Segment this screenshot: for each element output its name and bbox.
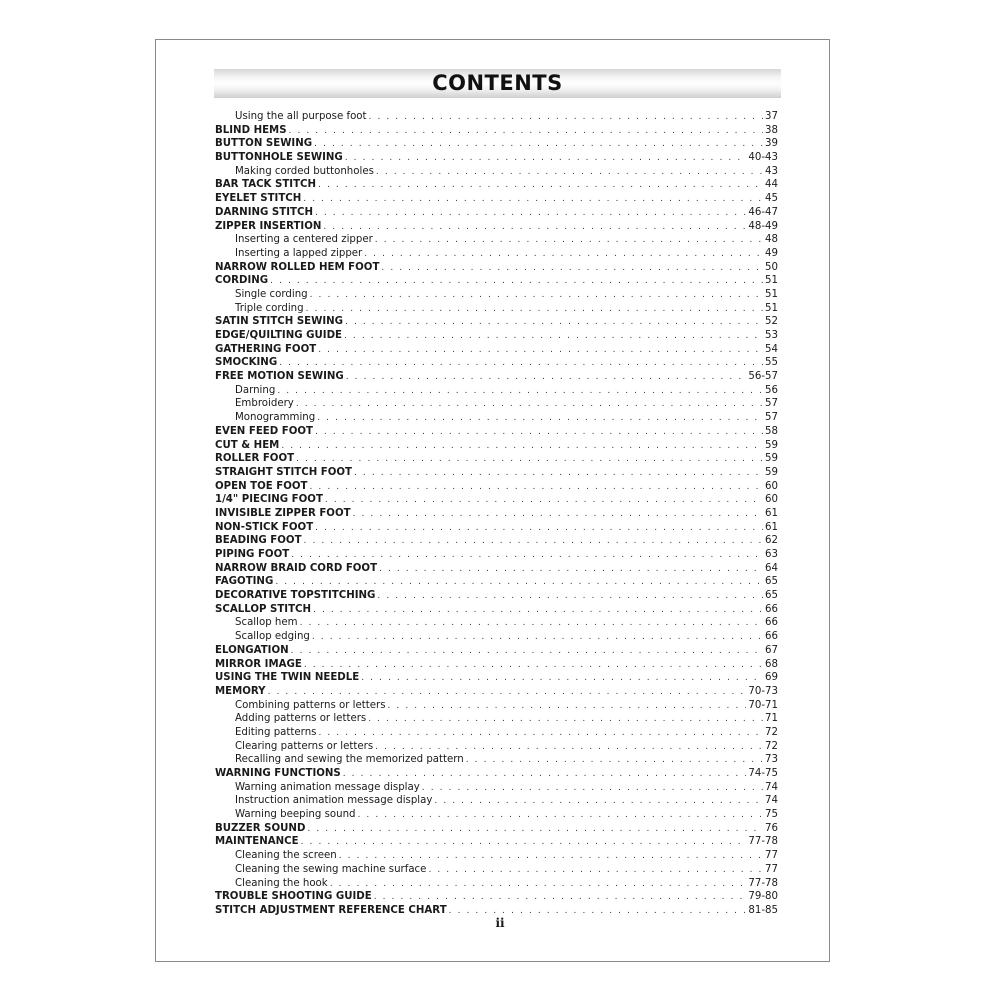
toc-entry (215, 548, 778, 562)
dot-leader (379, 563, 763, 576)
dot-leader (339, 850, 763, 863)
toc-entry-page: 37 (765, 111, 778, 122)
dot-leader (375, 234, 763, 247)
toc-entry-page: 59 (765, 453, 778, 465)
toc-entry-page: 49 (765, 247, 778, 259)
toc-entry-page: 77 (765, 863, 778, 875)
dot-leader (312, 631, 763, 644)
dot-leader (315, 522, 763, 535)
toc-entry (215, 466, 778, 480)
toc-entry-title: DARNING STITCH (215, 206, 313, 218)
toc-entry-page: 66 (765, 617, 778, 629)
toc-entry-page: 38 (765, 124, 778, 136)
toc-entry (215, 644, 778, 658)
toc-entry-page: 74-75 (748, 768, 778, 779)
toc-entry-title: Scallop edging (235, 631, 310, 643)
toc-entry-title: EDGE/QUILTING GUIDE (215, 330, 342, 341)
toc-entry-page: 77-78 (748, 877, 778, 889)
dot-leader (374, 891, 747, 904)
toc-entry-page: 76 (765, 822, 778, 834)
dot-leader (346, 371, 747, 384)
toc-entry-page: 60 (765, 494, 778, 506)
toc-entry-title: INVISIBLE ZIPPER FOOT (215, 507, 351, 519)
toc-entry-page: 65 (765, 576, 778, 588)
toc-entry-title: SCALLOP STITCH (215, 603, 312, 615)
toc-entry (215, 890, 778, 904)
dot-leader (323, 221, 746, 234)
toc-subentry (215, 781, 778, 795)
toc-entry-title: FAGOTING (215, 576, 274, 588)
dot-leader (317, 412, 763, 425)
toc-entry-page: 81-85 (748, 904, 778, 916)
toc-subentry (215, 302, 778, 316)
dot-leader (291, 549, 763, 562)
toc-entry (215, 480, 778, 494)
toc-entry (215, 534, 778, 548)
toc-entry (215, 206, 778, 220)
toc-entry-page: 55 (765, 357, 778, 369)
toc-entry (215, 151, 778, 165)
dot-leader (381, 262, 763, 275)
toc-entry-title: ROLLER FOOT (215, 453, 295, 465)
toc-entry-title: CUT & HEM (215, 439, 280, 451)
toc-entry-title: NARROW ROLLED HEM FOOT (215, 261, 380, 273)
dot-leader (375, 741, 763, 754)
toc-entry-page: 54 (765, 343, 778, 355)
dot-leader (388, 700, 747, 713)
dot-leader (310, 481, 764, 494)
toc-entry (215, 562, 778, 576)
dot-leader (313, 604, 763, 617)
toc-entry (215, 425, 778, 439)
dot-leader (361, 672, 763, 685)
dot-leader (318, 179, 763, 192)
dot-leader (318, 344, 763, 357)
toc-entry-page: 73 (765, 754, 778, 766)
toc-entry-title: STRAIGHT STITCH FOOT (215, 466, 352, 478)
toc-entry-title: BUZZER SOUND (215, 822, 306, 834)
dot-leader (353, 508, 763, 521)
toc-subentry (215, 411, 778, 425)
toc-entry-title: Single cording (235, 288, 308, 300)
dot-leader (270, 275, 763, 288)
toc-entry-page: 62 (765, 535, 778, 547)
toc-entry-page: 40-43 (748, 152, 778, 164)
toc-entry-title: Cleaning the sewing machine surface (235, 863, 427, 875)
toc-entry (215, 822, 778, 836)
toc-subentry (215, 247, 778, 261)
page-title: CONTENTS (432, 71, 563, 95)
toc-entry (215, 452, 778, 466)
toc-entry (215, 356, 778, 370)
toc-entry-title: MAINTENANCE (215, 836, 299, 848)
toc-entry-page: 53 (765, 330, 778, 341)
toc-entry (215, 439, 778, 453)
toc-entry-title: Recalling and sewing the memorized pattern (235, 754, 464, 766)
toc-entry-page: 59 (765, 466, 778, 478)
dot-leader (376, 166, 763, 179)
toc-entry (215, 274, 778, 288)
toc-entry-page: 51 (765, 288, 778, 300)
dot-leader (358, 809, 764, 822)
toc-entry (215, 370, 778, 384)
toc-entry-title: EVEN FEED FOOT (215, 425, 313, 437)
toc-entry-page: 77-78 (748, 836, 778, 848)
toc-entry-title: Monogramming (235, 412, 316, 424)
toc-entry (215, 767, 778, 781)
toc-entry-title: NON-STICK FOOT (215, 521, 314, 533)
toc-entry-title: EYELET STITCH (215, 193, 302, 205)
toc-entry-page: 57 (765, 398, 778, 410)
table-of-contents (215, 110, 778, 918)
toc-entry-page: 72 (765, 726, 778, 738)
toc-entry-title: FREE MOTION SEWING (215, 371, 344, 383)
toc-entry-title: Darning (235, 384, 276, 396)
dot-leader (296, 398, 763, 411)
dot-leader (306, 303, 763, 316)
toc-subentry (215, 808, 778, 822)
toc-entry (215, 575, 778, 589)
toc-entry-title: Embroidery (235, 398, 294, 410)
toc-entry (215, 521, 778, 535)
toc-entry-page: 74 (765, 781, 778, 793)
toc-entry-title: ZIPPER INSERTION (215, 220, 322, 232)
dot-leader (422, 782, 763, 795)
dot-leader (289, 125, 763, 138)
toc-entry-page: 64 (765, 562, 778, 574)
toc-entry-page: 67 (765, 644, 778, 656)
toc-entry-title: Combining patterns or letters (235, 699, 386, 711)
toc-entry-title: PIPING FOOT (215, 549, 290, 560)
toc-entry-page: 68 (765, 658, 778, 670)
toc-entry-title: BAR TACK STITCH (215, 179, 317, 191)
toc-entry-title: Adding patterns or letters (235, 713, 367, 725)
toc-entry-page: 61 (765, 521, 778, 533)
toc-subentry (215, 699, 778, 713)
toc-entry (215, 835, 778, 849)
toc-entry-title: Instruction animation message display (235, 795, 433, 807)
toc-entry-title: TROUBLE SHOOTING GUIDE (215, 891, 372, 903)
toc-entry-title: ELONGATION (215, 644, 289, 656)
toc-entry-page: 66 (765, 631, 778, 643)
dot-leader (304, 659, 763, 672)
toc-entry-page: 71 (765, 713, 778, 725)
toc-subentry (215, 630, 778, 644)
dot-leader (315, 426, 763, 439)
dot-leader (303, 193, 763, 206)
dot-leader (296, 453, 763, 466)
toc-entry (215, 178, 778, 192)
dot-leader (268, 686, 747, 699)
toc-entry-title: DECORATIVE TOPSTITCHING (215, 590, 376, 602)
toc-entry-page: 66 (765, 603, 778, 615)
toc-subentry (215, 288, 778, 302)
toc-entry-page: 43 (765, 165, 778, 177)
toc-entry-page: 50 (765, 261, 778, 273)
toc-entry-page: 48 (765, 234, 778, 246)
toc-entry-title: Using the all purpose foot (235, 111, 367, 122)
toc-entry-page: 79-80 (748, 891, 778, 903)
toc-subentry (215, 794, 778, 808)
toc-entry-page: 61 (765, 507, 778, 519)
toc-entry-page: 58 (765, 425, 778, 437)
toc-entry-title: 1/4" PIECING FOOT (215, 494, 323, 506)
toc-entry-title: Inserting a lapped zipper (235, 247, 363, 259)
dot-leader (434, 795, 763, 808)
toc-entry (215, 137, 778, 151)
toc-subentry (215, 863, 778, 877)
dot-leader (310, 289, 763, 302)
dot-leader (377, 590, 763, 603)
toc-entry-page: 44 (765, 179, 778, 191)
toc-entry-page: 46-47 (748, 206, 778, 218)
toc-entry (215, 220, 778, 234)
toc-entry-title: Cleaning the screen (235, 850, 337, 862)
toc-entry-page: 69 (765, 672, 778, 684)
toc-subentry (215, 877, 778, 891)
dot-leader (428, 864, 763, 877)
toc-entry-page: 39 (765, 138, 778, 150)
dot-leader (344, 330, 763, 343)
toc-entry-page: 51 (765, 302, 778, 314)
dot-leader (368, 713, 763, 726)
dot-leader (325, 494, 763, 507)
toc-entry-title: NARROW BRAID CORD FOOT (215, 562, 378, 574)
toc-entry-page: 57 (765, 412, 778, 424)
toc-entry-title: Clearing patterns or letters (235, 740, 374, 752)
toc-entry-title: Triple cording (235, 302, 304, 314)
toc-entry (215, 658, 778, 672)
toc-entry (215, 589, 778, 603)
dot-leader (291, 645, 763, 658)
toc-entry-page: 45 (765, 193, 778, 205)
page-number: ii (495, 916, 505, 930)
toc-subentry (215, 740, 778, 754)
toc-entry-page: 77 (765, 850, 778, 862)
toc-entry-title: BUTTONHOLE SEWING (215, 152, 343, 164)
toc-subentry (215, 849, 778, 863)
toc-entry-page: 70-73 (748, 685, 778, 697)
toc-entry-title: Editing patterns (235, 726, 317, 738)
toc-entry-title: Making corded buttonholes (235, 165, 374, 177)
toc-entry-title: OPEN TOE FOOT (215, 480, 308, 492)
toc-entry-title: SMOCKING (215, 357, 278, 369)
dot-leader (277, 385, 763, 398)
toc-subentry (215, 110, 778, 124)
dot-leader (345, 152, 747, 165)
toc-entry-title: MIRROR IMAGE (215, 658, 302, 670)
toc-entry-page: 70-71 (748, 699, 778, 711)
toc-entry-title: WARNING FUNCTIONS (215, 768, 341, 779)
toc-entry (215, 315, 778, 329)
toc-entry-title: MEMORY (215, 685, 266, 697)
toc-entry-page: 59 (765, 439, 778, 451)
dot-leader (364, 248, 763, 261)
toc-entry-title: GATHERING FOOT (215, 343, 317, 355)
toc-entry-title: Warning beeping sound (235, 809, 356, 821)
toc-entry-title: BEADING FOOT (215, 535, 302, 547)
toc-subentry (215, 712, 778, 726)
dot-leader (300, 617, 763, 630)
toc-entry-page: 56-57 (748, 371, 778, 383)
toc-entry-page: 65 (765, 590, 778, 602)
toc-entry (215, 671, 778, 685)
toc-subentry (215, 616, 778, 630)
toc-entry (215, 261, 778, 275)
toc-entry-title: Warning animation message display (235, 781, 420, 793)
dot-leader (318, 727, 763, 740)
toc-subentry (215, 165, 778, 179)
toc-entry-page: 74 (765, 795, 778, 807)
toc-entry-page: 51 (765, 275, 778, 287)
dot-leader (314, 138, 763, 151)
toc-entry (215, 192, 778, 206)
toc-entry (215, 329, 778, 343)
toc-subentry (215, 753, 778, 767)
dot-leader (330, 878, 747, 891)
toc-entry (215, 124, 778, 138)
toc-entry-page: 75 (765, 809, 778, 821)
toc-entry-page: 72 (765, 740, 778, 752)
dot-leader (354, 467, 763, 480)
toc-subentry (215, 384, 778, 398)
toc-entry-page: 63 (765, 549, 778, 560)
toc-entry (215, 685, 778, 699)
toc-entry (215, 493, 778, 507)
dot-leader (315, 207, 746, 220)
toc-entry-title: Scallop hem (235, 617, 298, 629)
toc-entry-title: CORDING (215, 275, 269, 287)
toc-entry-title: STITCH ADJUSTMENT REFERENCE CHART (215, 904, 447, 916)
toc-subentry (215, 726, 778, 740)
toc-entry-title: Cleaning the hook (235, 877, 328, 889)
dot-leader (281, 440, 763, 453)
dot-leader (466, 754, 763, 767)
toc-entry-page: 48-49 (748, 220, 778, 232)
toc-entry (215, 507, 778, 521)
toc-entry-title: BUTTON SEWING (215, 138, 313, 150)
dot-leader (343, 768, 747, 781)
toc-entry-title: USING THE TWIN NEEDLE (215, 672, 360, 684)
dot-leader (304, 535, 764, 548)
toc-entry-title: BLIND HEMS (215, 124, 287, 136)
toc-entry-title: Inserting a centered zipper (235, 234, 373, 246)
toc-entry-page: 60 (765, 480, 778, 492)
dot-leader (369, 111, 764, 124)
dot-leader (275, 576, 763, 589)
dot-leader (279, 357, 763, 370)
toc-entry (215, 603, 778, 617)
dot-leader (345, 316, 763, 329)
toc-entry-page: 52 (765, 316, 778, 328)
toc-entry-title: SATIN STITCH SEWING (215, 316, 344, 328)
toc-subentry (215, 397, 778, 411)
dot-leader (307, 823, 763, 836)
dot-leader (301, 836, 747, 849)
toc-entry (215, 343, 778, 357)
toc-subentry (215, 233, 778, 247)
toc-entry-page: 56 (765, 384, 778, 396)
